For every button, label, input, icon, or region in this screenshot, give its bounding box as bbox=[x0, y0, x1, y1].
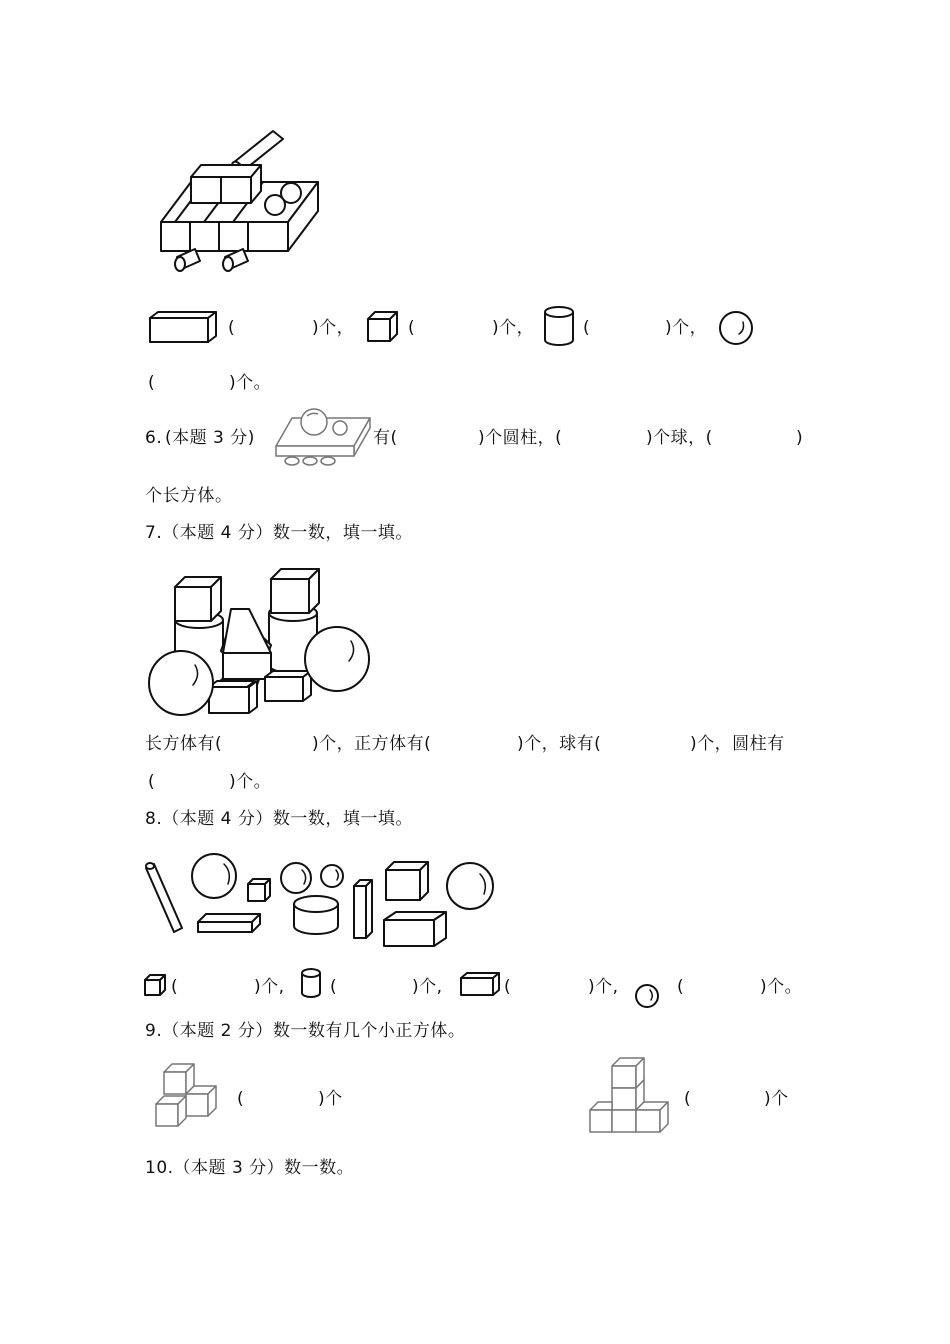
q8-title: 8.（本题 4 分）数一数，填一填。 bbox=[145, 809, 413, 829]
q6-text-b: )个圆柱，( bbox=[478, 428, 563, 448]
q9-left-open: ( bbox=[237, 1089, 245, 1109]
small-cylinder-icon bbox=[300, 968, 322, 1000]
q9-title: 9.（本题 2 分）数一数有几个小正方体。 bbox=[145, 1021, 466, 1041]
q5-line2-open: ( bbox=[148, 373, 156, 393]
q7-a1: 长方体有( bbox=[145, 734, 223, 754]
q8-b7: ( bbox=[677, 977, 685, 997]
q7-a5: ( bbox=[148, 772, 156, 792]
q8-b3: ( bbox=[330, 977, 338, 997]
q7-a3: )个，球有( bbox=[517, 734, 602, 754]
q7-a2: )个，正方体有( bbox=[312, 734, 432, 754]
q8-b5: ( bbox=[504, 977, 512, 997]
q8-b2: )个, bbox=[254, 977, 285, 997]
cylinder-icon bbox=[543, 306, 577, 348]
q8-b4: )个, bbox=[412, 977, 443, 997]
q5-paren-open-2: ( bbox=[408, 318, 416, 338]
q5-paren-close-3: )个， bbox=[665, 318, 708, 338]
sphere-icon bbox=[718, 310, 754, 346]
q7-figure bbox=[145, 565, 385, 725]
q6-figure bbox=[274, 406, 374, 468]
q6-text-d: ) bbox=[796, 428, 804, 448]
q7-a4: )个，圆柱有 bbox=[690, 734, 785, 754]
q6-text-c: )个球，( bbox=[646, 428, 713, 448]
q6-text-a: 有( bbox=[373, 428, 398, 448]
q5-paren-close-2: )个， bbox=[492, 318, 535, 338]
q9-right-cubes bbox=[588, 1054, 678, 1134]
q9-right-close: )个 bbox=[764, 1089, 789, 1109]
q8-b8: )个。 bbox=[760, 977, 803, 997]
q5-line2-close: )个。 bbox=[229, 373, 272, 393]
q9-right-open: ( bbox=[684, 1089, 692, 1109]
q10-title: 10.（本题 3 分）数一数。 bbox=[145, 1158, 355, 1178]
small-cuboid-icon bbox=[459, 971, 501, 997]
q5-paren-open-1: ( bbox=[228, 318, 236, 338]
q8-figure bbox=[142, 850, 502, 950]
small-sphere-icon bbox=[633, 982, 661, 1010]
q9-left-close: )个 bbox=[318, 1089, 343, 1109]
cube-icon bbox=[366, 310, 400, 344]
q8-b1: ( bbox=[171, 977, 179, 997]
q7-title: 7.（本题 4 分）数一数，填一填。 bbox=[145, 523, 413, 543]
q6-text-e: 个长方体。 bbox=[145, 486, 233, 506]
q7-a6: )个。 bbox=[229, 772, 272, 792]
q6-score: (本题 3 分) bbox=[165, 428, 255, 448]
tank-figure bbox=[155, 125, 335, 275]
q5-paren-open-3: ( bbox=[583, 318, 591, 338]
small-cube-icon bbox=[143, 973, 167, 997]
q6-number: 6. bbox=[145, 428, 163, 448]
cuboid-icon bbox=[148, 310, 218, 346]
q8-b6: )个, bbox=[588, 977, 619, 997]
q5-paren-close-1: )个， bbox=[312, 318, 355, 338]
q9-left-cubes bbox=[152, 1060, 232, 1140]
